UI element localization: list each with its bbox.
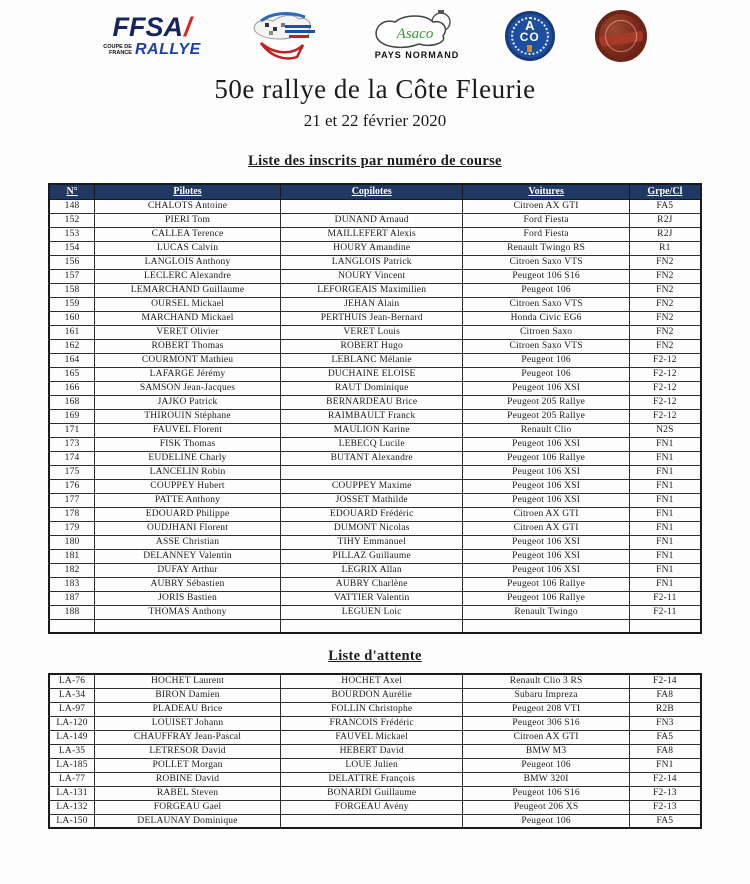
table-cell: LA-77 xyxy=(49,772,95,786)
waiting-list-heading: Liste d'attente xyxy=(328,648,422,664)
table-cell: LEFORGEAIS Maximilien xyxy=(280,283,463,297)
table-cell: LETRESOR David xyxy=(95,744,281,758)
table-cell: PILLAZ Guillaume xyxy=(280,549,463,563)
table-cell: BERNARDEAU Brice xyxy=(280,395,463,409)
table-cell: LEBLANC Mélanie xyxy=(280,353,463,367)
table-cell: 173 xyxy=(49,437,95,451)
table-cell: LUCAS Calvin xyxy=(95,241,281,255)
table-cell: RAIMBAULT Franck xyxy=(280,409,463,423)
table-cell: Citroen AX GTI xyxy=(463,521,629,535)
table-cell: 152 xyxy=(49,213,95,227)
table-cell: Peugeot 205 Rallye xyxy=(463,409,629,423)
table-cell: DUNAND Arnaud xyxy=(280,213,463,227)
table-cell: NOURY Vincent xyxy=(280,269,463,283)
table-cell: VATTIER Valentin xyxy=(280,591,463,605)
table-cell: Subaru Impreza xyxy=(463,688,629,702)
table-cell: 175 xyxy=(49,465,95,479)
col-header-groupe: Grpe/Cl xyxy=(629,184,701,199)
entry-list-heading: Liste des inscrits par numéro de course xyxy=(248,153,502,169)
table-cell: LANCELIN Robin xyxy=(95,465,281,479)
table-row xyxy=(49,688,701,702)
table-cell: 166 xyxy=(49,381,95,395)
table-row xyxy=(49,269,701,283)
table-cell: 176 xyxy=(49,479,95,493)
table-cell: FN2 xyxy=(629,325,701,339)
table-cell: Peugeot 106 XSI xyxy=(463,535,629,549)
table-row xyxy=(49,563,701,577)
table-cell: Peugeot 106 XSI xyxy=(463,493,629,507)
table-cell: FA5 xyxy=(629,814,701,828)
table-cell: F2-11 xyxy=(629,591,701,605)
table-row xyxy=(49,199,701,213)
table-cell: JOSSET Mathilde xyxy=(280,493,463,507)
table-cell: HOCHET Axel xyxy=(280,674,463,688)
col-header-numero: N° xyxy=(49,184,95,199)
table-cell: JORIS Bastien xyxy=(95,591,281,605)
table-cell: F2-11 xyxy=(629,605,701,619)
table-cell: JAJKO Patrick xyxy=(95,395,281,409)
table-cell: DELATTRE François xyxy=(280,772,463,786)
table-cell: POLLET Morgan xyxy=(95,758,281,772)
table-cell: HEBERT David xyxy=(280,744,463,758)
table-cell xyxy=(95,619,281,633)
table-cell: FA8 xyxy=(629,688,701,702)
waiting-list-table xyxy=(48,673,702,829)
table-cell: FN1 xyxy=(629,437,701,451)
entry-list-table xyxy=(48,183,702,634)
aco-letters-co: CO xyxy=(519,30,540,45)
table-cell: FRANCOIS Frédéric xyxy=(280,716,463,730)
table-cell: 174 xyxy=(49,451,95,465)
table-cell: FA8 xyxy=(629,744,701,758)
table-cell xyxy=(629,619,701,633)
table-cell: 187 xyxy=(49,591,95,605)
logos-row xyxy=(0,0,750,62)
table-cell: OUDJHANI Florent xyxy=(95,521,281,535)
table-row xyxy=(49,311,701,325)
asaco-caption: PAYS NORMAND xyxy=(374,50,460,60)
table-cell: FORGEAU Gael xyxy=(95,800,281,814)
table-row xyxy=(49,772,701,786)
table-cell: FN1 xyxy=(629,758,701,772)
table-cell: 161 xyxy=(49,325,95,339)
table-cell: 154 xyxy=(49,241,95,255)
table-cell: Renault Twingo xyxy=(463,605,629,619)
table-row xyxy=(49,577,701,591)
table-cell: 180 xyxy=(49,535,95,549)
table-cell: 178 xyxy=(49,507,95,521)
table-cell: LA-97 xyxy=(49,702,95,716)
table-cell: LA-132 xyxy=(49,800,95,814)
table-row xyxy=(49,479,701,493)
table-cell: Citroen AX GTI xyxy=(463,199,629,213)
table-row xyxy=(49,423,701,437)
table-cell: F2-12 xyxy=(629,353,701,367)
event-title: 50e rallye de la Côte Fleurie xyxy=(214,74,536,104)
table-cell: FISK Thomas xyxy=(95,437,281,451)
table-row xyxy=(49,395,701,409)
table-cell: FN1 xyxy=(629,493,701,507)
table-cell: Peugeot 106 XSI xyxy=(463,437,629,451)
table-cell: HOURY Amandine xyxy=(280,241,463,255)
table-row xyxy=(49,409,701,423)
table-cell: F2-13 xyxy=(629,786,701,800)
table-cell: R2J xyxy=(629,227,701,241)
table-cell: DUMONT Nicolas xyxy=(280,521,463,535)
table-cell: CHALOTS Antoine xyxy=(95,199,281,213)
table-cell: Ford Fiesta xyxy=(463,213,629,227)
table-cell: Peugeot 208 VTI xyxy=(463,702,629,716)
table-row xyxy=(49,325,701,339)
table-cell: Citroen Saxo VTS xyxy=(463,255,629,269)
table-cell: LA-149 xyxy=(49,730,95,744)
table-cell: PIERI Tom xyxy=(95,213,281,227)
table-cell: 165 xyxy=(49,367,95,381)
table-cell: OURSEL Mickael xyxy=(95,297,281,311)
table-cell: FAUVEL Mickael xyxy=(280,730,463,744)
table-cell: PATTE Anthony xyxy=(95,493,281,507)
table-cell xyxy=(463,619,629,633)
table-cell xyxy=(280,619,463,633)
table-cell: BMW 320I xyxy=(463,772,629,786)
table-cell: Peugeot 106 xyxy=(463,283,629,297)
table-cell: Peugeot 106 XSI xyxy=(463,479,629,493)
table-cell: LANGLOIS Patrick xyxy=(280,255,463,269)
asaco-pays-normand-logo xyxy=(369,8,465,64)
table-cell: Renault Clio 3 RS xyxy=(463,674,629,688)
table-row xyxy=(49,297,701,311)
table-cell: FN1 xyxy=(629,451,701,465)
table-cell: THIROUIN Stéphane xyxy=(95,409,281,423)
table-row xyxy=(49,381,701,395)
table-cell: FN1 xyxy=(629,507,701,521)
table-row xyxy=(49,605,701,619)
table-cell: FN2 xyxy=(629,311,701,325)
table-row xyxy=(49,241,701,255)
col-header-copilotes: Copilotes xyxy=(280,184,463,199)
table-cell: FORGEAU Avény xyxy=(280,800,463,814)
asaco-caption-text xyxy=(375,50,460,60)
table-cell: PERTHUIS Jean-Bernard xyxy=(280,311,463,325)
table-cell: THOMAS Anthony xyxy=(95,605,281,619)
table-cell: ROBINE David xyxy=(95,772,281,786)
entry-list-header-row xyxy=(49,184,701,199)
ffsa-rallye-logo xyxy=(103,14,201,58)
table-cell: LA-76 xyxy=(49,674,95,688)
table-cell: LOUE Julien xyxy=(280,758,463,772)
table-row xyxy=(49,353,701,367)
aco-letter-a: A xyxy=(525,18,535,34)
ffsa-slash-accent: / xyxy=(183,12,192,42)
table-row xyxy=(49,800,701,814)
table-cell: R2B xyxy=(629,702,701,716)
table-cell: F2-14 xyxy=(629,674,701,688)
table-cell: LEMARCHAND Guillaume xyxy=(95,283,281,297)
table-row xyxy=(49,716,701,730)
table-cell: Peugeot 106 Rallye xyxy=(463,591,629,605)
table-cell: 157 xyxy=(49,269,95,283)
table-cell: VERET Louis xyxy=(280,325,463,339)
table-cell: COUPPEY Hubert xyxy=(95,479,281,493)
aco-logo xyxy=(505,11,555,61)
table-cell: 158 xyxy=(49,283,95,297)
table-cell xyxy=(280,814,463,828)
table-cell: ASSE Christian xyxy=(95,535,281,549)
table-cell: Peugeot 106 Rallye xyxy=(463,577,629,591)
table-cell: LA-34 xyxy=(49,688,95,702)
table-cell: EDOUARD Frédéric xyxy=(280,507,463,521)
table-cell: LANGLOIS Anthony xyxy=(95,255,281,269)
table-cell: CHAUFFRAY Jean-Pascal xyxy=(95,730,281,744)
table-cell: TIHY Emmanuel xyxy=(280,535,463,549)
table-cell xyxy=(280,465,463,479)
table-cell: 177 xyxy=(49,493,95,507)
table-row xyxy=(49,758,701,772)
table-cell: PLADEAU Brice xyxy=(95,702,281,716)
asaco-script-text xyxy=(395,26,433,42)
table-cell: FN2 xyxy=(629,297,701,311)
table-cell: ROBERT Hugo xyxy=(280,339,463,353)
table-row xyxy=(49,451,701,465)
table-row xyxy=(49,786,701,800)
table-cell: VERET Olivier xyxy=(95,325,281,339)
table-cell: DUFAY Arthur xyxy=(95,563,281,577)
table-row xyxy=(49,591,701,605)
event-date: 21 et 22 février 2020 xyxy=(303,111,447,130)
table-cell: F2-13 xyxy=(629,800,701,814)
table-cell: Peugeot 106 xyxy=(463,367,629,381)
ffsa-rallye-wordmark: RALLYE xyxy=(134,41,201,58)
table-cell: FA5 xyxy=(629,730,701,744)
table-cell: AUBRY Charlène xyxy=(280,577,463,591)
table-cell: DUCHAINE ELOISE xyxy=(280,367,463,381)
table-cell: 160 xyxy=(49,311,95,325)
table-row xyxy=(49,814,701,828)
table-cell: Citroen AX GTI xyxy=(463,730,629,744)
table-cell: Renault Twingo RS xyxy=(463,241,629,255)
table-cell: FN1 xyxy=(629,535,701,549)
table-cell: Peugeot 106 S16 xyxy=(463,269,629,283)
table-cell: 183 xyxy=(49,577,95,591)
table-cell: FN1 xyxy=(629,465,701,479)
ligue-normandie-logo xyxy=(241,9,329,63)
ffsa-wordmark: FFSA xyxy=(112,12,183,42)
table-cell: DELANNEY Valentin xyxy=(95,549,281,563)
table-cell: R2J xyxy=(629,213,701,227)
table-cell: FN2 xyxy=(629,283,701,297)
table-cell: LAFARGE Jérémy xyxy=(95,367,281,381)
table-row xyxy=(49,730,701,744)
table-cell: HOCHET Laurent xyxy=(95,674,281,688)
table-row xyxy=(49,521,701,535)
table-cell: ROBERT Thomas xyxy=(95,339,281,353)
table-cell: FN1 xyxy=(629,479,701,493)
table-cell: EDOUARD Philippe xyxy=(95,507,281,521)
table-cell: RAUT Dominique xyxy=(280,381,463,395)
table-cell: Peugeot 106 xyxy=(463,353,629,367)
table-cell: 168 xyxy=(49,395,95,409)
table-cell: Peugeot 106 XSI xyxy=(463,563,629,577)
table-cell: F2-12 xyxy=(629,367,701,381)
table-cell: FN3 xyxy=(629,716,701,730)
col-header-voitures: Voitures xyxy=(463,184,629,199)
table-cell: Peugeot 106 XSI xyxy=(463,549,629,563)
table-cell: Peugeot 306 S16 xyxy=(463,716,629,730)
table-cell xyxy=(280,199,463,213)
table-cell: 156 xyxy=(49,255,95,269)
table-cell: JEHAN Alain xyxy=(280,297,463,311)
col-header-pilotes: Pilotes xyxy=(95,184,281,199)
table-cell: 159 xyxy=(49,297,95,311)
table-cell: Peugeot 106 XSI xyxy=(463,465,629,479)
table-row xyxy=(49,507,701,521)
table-cell: 182 xyxy=(49,563,95,577)
table-cell xyxy=(49,619,95,633)
table-row xyxy=(49,283,701,297)
table-cell: 164 xyxy=(49,353,95,367)
table-cell: LA-35 xyxy=(49,744,95,758)
table-cell: FN2 xyxy=(629,339,701,353)
table-row xyxy=(49,227,701,241)
table-row xyxy=(49,702,701,716)
table-cell: FN1 xyxy=(629,577,701,591)
aco-orange-mark xyxy=(527,45,532,52)
table-cell: Peugeot 106 XSI xyxy=(463,381,629,395)
table-cell: 179 xyxy=(49,521,95,535)
table-cell: BIRON Damien xyxy=(95,688,281,702)
table-cell: LA-120 xyxy=(49,716,95,730)
table-cell: 169 xyxy=(49,409,95,423)
table-cell: COURMONT Mathieu xyxy=(95,353,281,367)
table-cell: F2-12 xyxy=(629,381,701,395)
table-cell: F2-12 xyxy=(629,409,701,423)
table-row xyxy=(49,549,701,563)
table-cell: FN2 xyxy=(629,255,701,269)
table-row xyxy=(49,535,701,549)
table-cell: MAULION Karine xyxy=(280,423,463,437)
table-cell: RABEL Steven xyxy=(95,786,281,800)
table-cell: COUPPEY Maxime xyxy=(280,479,463,493)
ffsa-coupe-line2: FRANCE xyxy=(109,50,132,56)
table-cell: 153 xyxy=(49,227,95,241)
table-cell: Peugeot 106 xyxy=(463,814,629,828)
table-cell: Peugeot 106 S16 xyxy=(463,786,629,800)
table-row xyxy=(49,674,701,688)
table-cell: CALLEA Terence xyxy=(95,227,281,241)
table-cell: 181 xyxy=(49,549,95,563)
table-row xyxy=(49,339,701,353)
table-cell: FN1 xyxy=(629,563,701,577)
table-cell: 188 xyxy=(49,605,95,619)
table-cell: LEBECQ Lucile xyxy=(280,437,463,451)
table-cell: Renault Clio xyxy=(463,423,629,437)
table-cell: Citroen Saxo VTS xyxy=(463,339,629,353)
table-cell: FAUVEL Florent xyxy=(95,423,281,437)
table-cell: LA-150 xyxy=(49,814,95,828)
table-cell: N2S xyxy=(629,423,701,437)
table-cell: LECLERC Alexandre xyxy=(95,269,281,283)
table-cell: LEGUEN Loic xyxy=(280,605,463,619)
ffsa-coupe-line1: COUPE DE xyxy=(103,43,132,50)
table-row xyxy=(49,367,701,381)
table-cell: BOURDON Aurélie xyxy=(280,688,463,702)
table-cell: MAILLEFERT Alexis xyxy=(280,227,463,241)
table-cell: DELAUNAY Dominique xyxy=(95,814,281,828)
table-row xyxy=(49,619,701,633)
table-row xyxy=(49,255,701,269)
table-cell: BMW M3 xyxy=(463,744,629,758)
table-cell: Ford Fiesta xyxy=(463,227,629,241)
table-cell: FA5 xyxy=(629,199,701,213)
table-cell: Citroen Saxo xyxy=(463,325,629,339)
table-cell: Citroen AX GTI xyxy=(463,507,629,521)
table-row xyxy=(49,465,701,479)
table-cell: LOUISET Johann xyxy=(95,716,281,730)
table-cell: F2-12 xyxy=(629,395,701,409)
table-cell: Peugeot 106 Rallye xyxy=(463,451,629,465)
table-cell: AUBRY Sébastien xyxy=(95,577,281,591)
club-badge-logo xyxy=(595,10,647,62)
table-row xyxy=(49,744,701,758)
table-cell: Honda Civic EG6 xyxy=(463,311,629,325)
table-cell: R1 xyxy=(629,241,701,255)
table-cell: Peugeot 206 XS xyxy=(463,800,629,814)
table-row xyxy=(49,437,701,451)
table-cell: BUTANT Alexandre xyxy=(280,451,463,465)
table-cell: EUDELINE Charly xyxy=(95,451,281,465)
table-cell: F2-14 xyxy=(629,772,701,786)
table-cell: LEGRIX Allan xyxy=(280,563,463,577)
table-cell: Peugeot 205 Rallye xyxy=(463,395,629,409)
table-cell: FOLLIN Christophe xyxy=(280,702,463,716)
aco-gear-circle xyxy=(505,11,555,61)
table-cell: LA-131 xyxy=(49,786,95,800)
table-cell: 171 xyxy=(49,423,95,437)
asaco-script: Asaco xyxy=(396,26,434,42)
table-row xyxy=(49,493,701,507)
table-cell: MARCHAND Mickael xyxy=(95,311,281,325)
table-cell: 148 xyxy=(49,199,95,213)
table-row xyxy=(49,213,701,227)
table-cell: FN1 xyxy=(629,521,701,535)
table-cell: FN1 xyxy=(629,549,701,563)
table-cell: Citroen Saxo VTS xyxy=(463,297,629,311)
table-cell: LA-185 xyxy=(49,758,95,772)
table-cell: Peugeot 106 xyxy=(463,758,629,772)
table-cell: FN2 xyxy=(629,269,701,283)
table-cell: SAMSON Jean-Jacques xyxy=(95,381,281,395)
club-badge-circle xyxy=(595,10,647,62)
table-cell: BONARDI Guillaume xyxy=(280,786,463,800)
table-cell: 162 xyxy=(49,339,95,353)
